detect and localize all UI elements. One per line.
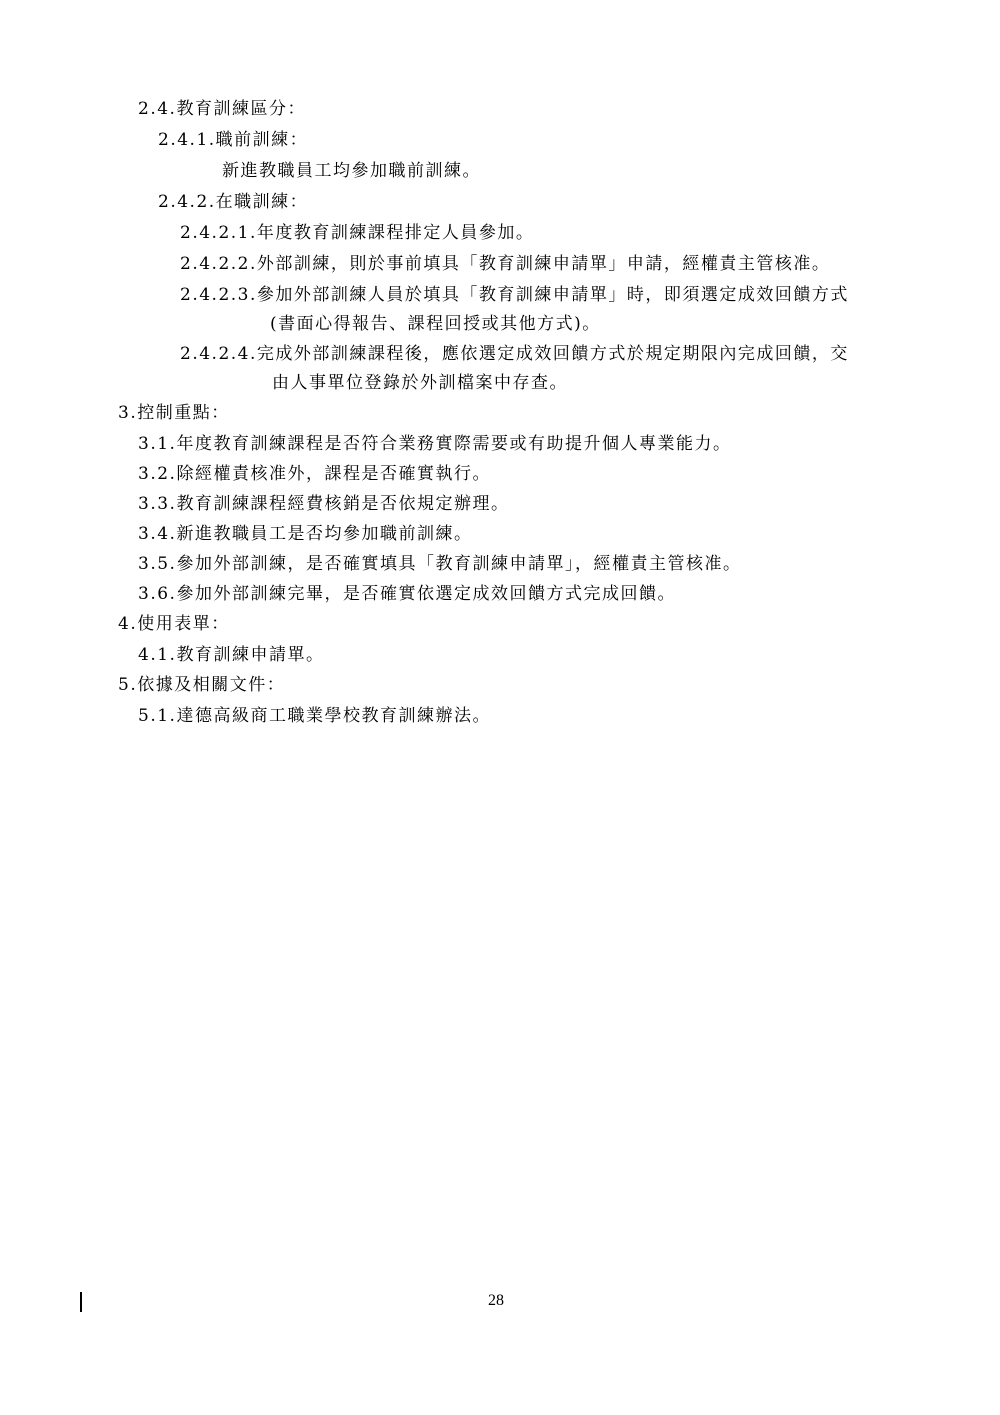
item-5-1: 5.1.達德高級商工職業學校教育訓練辦法。	[138, 706, 491, 726]
item-4-1: 4.1.教育訓練申請單。	[138, 645, 325, 665]
margin-bar	[80, 1292, 82, 1312]
page-number: 28	[488, 1292, 504, 1309]
section-2-4-heading: 2.4.教育訓練區分：	[138, 99, 306, 119]
item-2-4-2-3-cont: (書面心得報告、課程回授或其他方式)。	[270, 314, 601, 334]
item-2-4-2-3: 2.4.2.3.參加外部訓練人員於填具「教育訓練申請單」時，即須選定成效回饋方式	[180, 285, 849, 305]
item-2-4-2-2: 2.4.2.2.外部訓練，則於事前填具「教育訓練申請單」申請，經權責主管核准。	[180, 254, 831, 274]
item-3-1: 3.1.年度教育訓練課程是否符合業務實際需要或有助提升個人專業能力。	[138, 434, 732, 454]
section-3-heading: 3.控制重點：	[118, 403, 230, 423]
item-3-5: 3.5.參加外部訓練，是否確實填具「教育訓練申請單」，經權責主管核准。	[138, 554, 742, 574]
section-2-4-1-body: 新進教職員工均參加職前訓練。	[222, 161, 481, 181]
item-3-2: 3.2.除經權責核准外，課程是否確實執行。	[138, 464, 491, 484]
section-2-4-2-heading: 2.4.2.在職訓練：	[158, 192, 309, 212]
item-2-4-2-1: 2.4.2.1.年度教育訓練課程排定人員參加。	[180, 223, 535, 243]
item-3-4: 3.4.新進教職員工是否均參加職前訓練。	[138, 524, 473, 544]
section-5-heading: 5.依據及相關文件：	[118, 675, 286, 695]
item-2-4-2-4-cont: 由人事單位登錄於外訓檔案中存查。	[272, 373, 568, 393]
section-2-4-1-heading: 2.4.1.職前訓練：	[158, 130, 309, 150]
item-3-3: 3.3.教育訓練課程經費核銷是否依規定辦理。	[138, 494, 510, 514]
item-3-6: 3.6.參加外部訓練完畢，是否確實依選定成效回饋方式完成回饋。	[138, 584, 676, 604]
section-4-heading: 4.使用表單：	[118, 614, 230, 634]
item-2-4-2-4: 2.4.2.4.完成外部訓練課程後，應依選定成效回饋方式於規定期限內完成回饋，交	[180, 344, 849, 364]
